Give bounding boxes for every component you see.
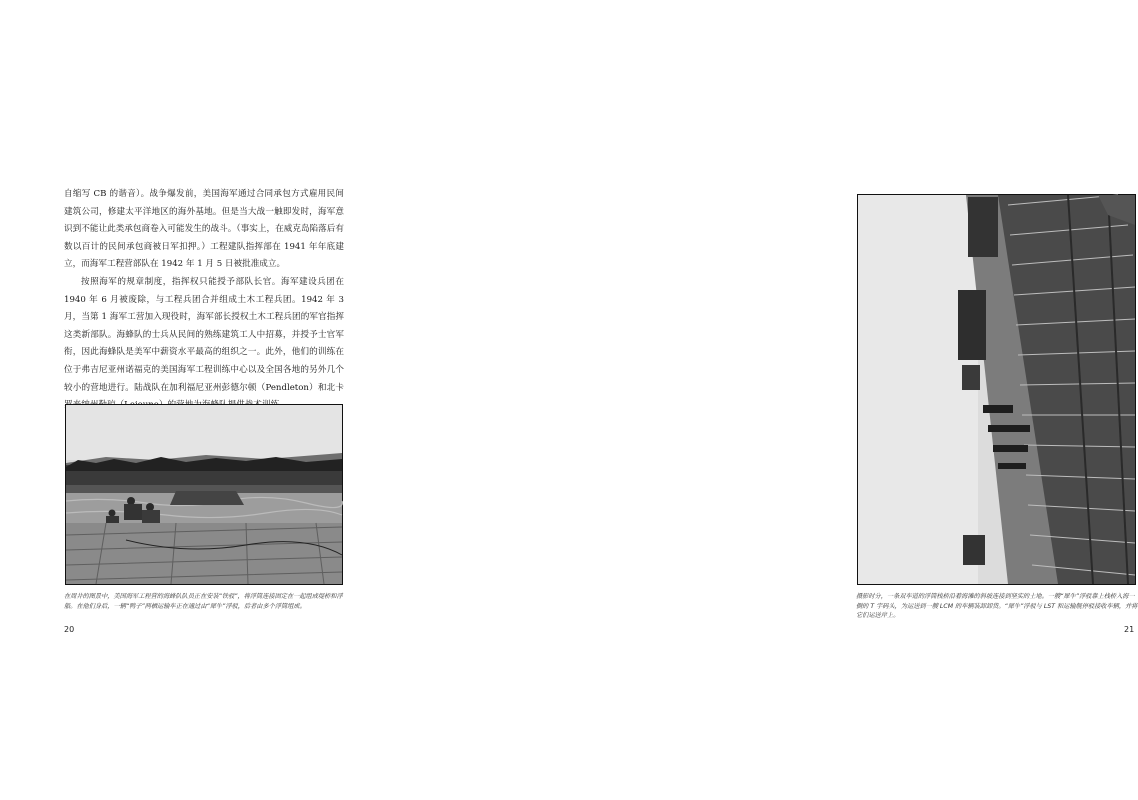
paragraph: 按照海军的规章制度，指挥权只能授予部队长官。海军建设兵团在 1940 年 6 月被废除，与工程兵团合并组成土木工程兵团。1942 年 3 月，当第 1 海军工营加入现役时，海军部长授权土木工程兵团的军官指挥这类新部队。海蜂队的士兵从民间的熟练建筑工人中招募，并授予士官军衔，因此海蜂队是美军中薪资水平最高的组织之一。此外，他们的训练在位于弗吉尼亚州诺福克的美国海军工程训练中心以及全国各地的另外几个较小的营地进行。陆战队在加利福尼亚州彭德尔顿（Pendleton）和北卡 <box>64 276 344 393</box>
page-number: 21 <box>1124 625 1135 634</box>
photo-caption: 在周井的图景中，美国海军工程营的海蜂队队员正在安装“铁驳”，将浮筒连接固定在一起组成堤桥和浮船。在他们身后，一辆“鸭子”两栖运输车正在通过由“犀牛”浮驳，后者由多个浮筒组成。 <box>64 593 343 610</box>
body-text <box>64 186 344 415</box>
paragraph: 自缩写 CB 的谐音）。战争爆发前，美国海军通过合同承包方式雇用民间建筑公司，修建太平洋地区的海外基地。但是当大战一触即发时，海军意识到不能让此类承包商卷入可能发生的战斗。（事实上，在威克岛陷落后有数以百计的民间承包商被日军扣押。）工程建队指挥部在 1941 年年底建立，而海军工程营部队在 1942 年 1 月 5 日被批准成立。 <box>64 189 344 270</box>
photo-caption: 摄影时分，一条双车道的浮筒栈桥沿着海滩的斜坡连接到坚实的土地。一艘“犀牛”浮驳靠上栈桥入海一侧的 T 字码头，为运送到一艘 LCM 的车辆装卸卸货。“犀牛”浮驳与 LST 和运输舰停驳接收车辆，并将它们运送岸上。 <box>856 593 1138 620</box>
page-number: 20 <box>64 625 75 634</box>
right-page <box>400 0 1138 800</box>
left-page <box>0 0 400 800</box>
pontoon-causeway-photo <box>857 194 1136 585</box>
seabees-pontoon-photo <box>65 404 343 585</box>
